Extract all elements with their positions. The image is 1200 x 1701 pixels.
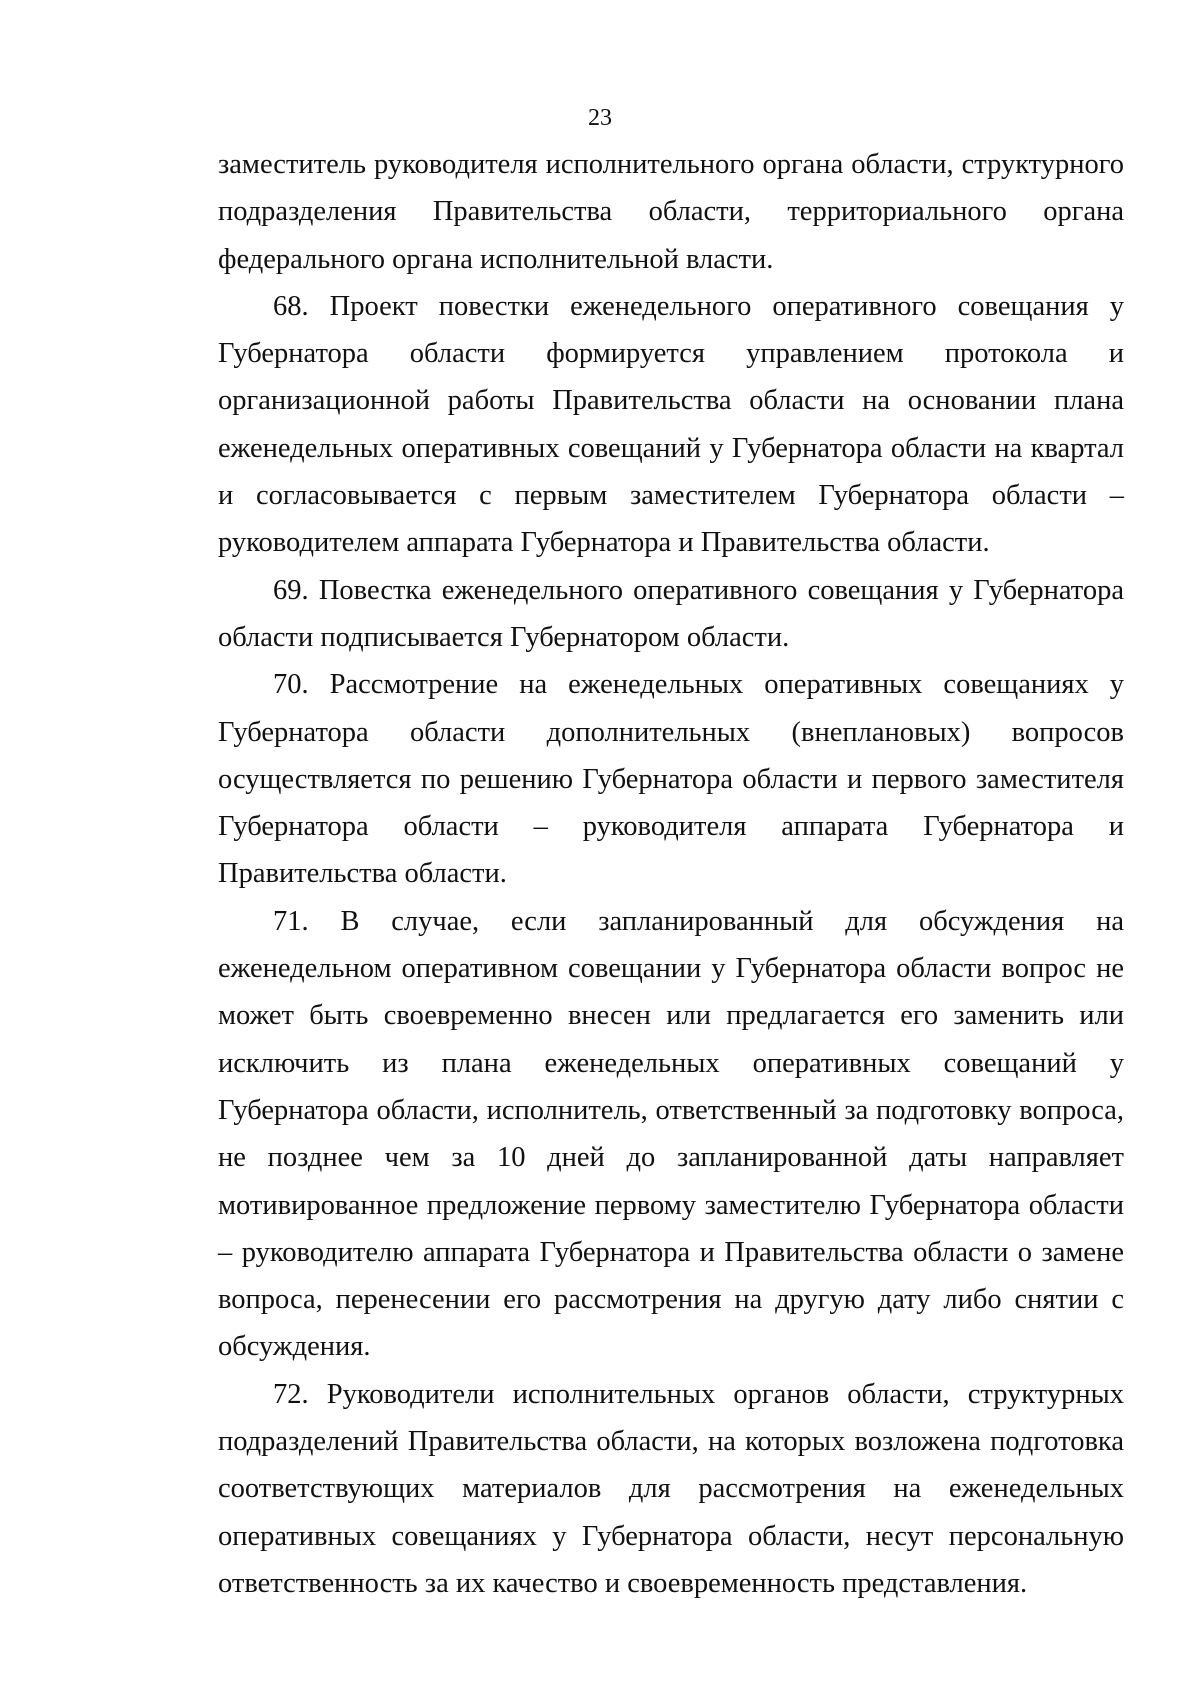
paragraph-text: Рассмотрение на еженедельных оперативных совещаниях у Губернатора области дополнительных (внеплановых) вопросов осуществляется по решению Губернатора области и первого заместителя Губернатора области – руководителя аппарата Губернатора и Правительства области. — [218, 669, 1124, 890]
paragraph-70 — [218, 661, 1124, 897]
document-body — [218, 141, 1124, 1607]
paragraph-number: 70. — [273, 669, 309, 701]
paragraph-continuation — [218, 141, 1124, 283]
paragraph-69 — [218, 567, 1124, 662]
paragraph-72 — [218, 1371, 1124, 1607]
paragraph-68 — [218, 283, 1124, 567]
paragraph-number: 71. — [273, 905, 309, 937]
paragraph-text: Повестка еженедельного оперативного совещания у Губернатора области подписывается Губернатором области. — [218, 574, 1124, 653]
paragraph-text: заместитель руководителя исполнительного органа области, структурного подразделения Правительства области, территориального органа федерального органа исполнительной власти. — [218, 149, 1124, 275]
paragraph-number: 68. — [273, 290, 309, 322]
paragraph-71 — [218, 898, 1124, 1371]
page-number: 23 — [588, 105, 612, 131]
paragraph-number: 72. — [273, 1378, 309, 1410]
paragraph-number: 69. — [273, 574, 309, 606]
paragraph-text: Проект повестки еженедельного оперативного совещания у Губернатора области формируется управлением протокола и организационной работы Правительства области на основании плана еженедельных оперативных совещаний у Губернатора области на квартал и согласовывается с первым заместителем Губернатора области – руководителем аппарата Губернатора и Правительства области. — [218, 290, 1125, 559]
paragraph-text: В случае, если запланированный для обсуждения на еженедельном оперативном совещании у Губернатора области вопрос не может быть своевременно внесен или предлагается его заменить или исключить из плана еженедельных оперативных совещаний у Губернатора области, исполнитель, ответственный за подготовку вопроса, не позднее чем за 10 дней до запланированной даты направляет мотивированное предложение первому заместителю Губернатора области – руководителю аппарата Губернатора и Правительства области о замене вопроса, перенесении его рассмотрения на другую дату либо снятии с обсуждения. — [218, 905, 1124, 1363]
paragraph-text: Руководители исполнительных органов области, структурных подразделений Правительства области, на которых возложена подготовка соответствующих материалов для рассмотрения на еженедельных оперативных совещаниях у Губернатора области, несут персональную ответственность за их качество и своевременность представления. — [218, 1378, 1125, 1599]
